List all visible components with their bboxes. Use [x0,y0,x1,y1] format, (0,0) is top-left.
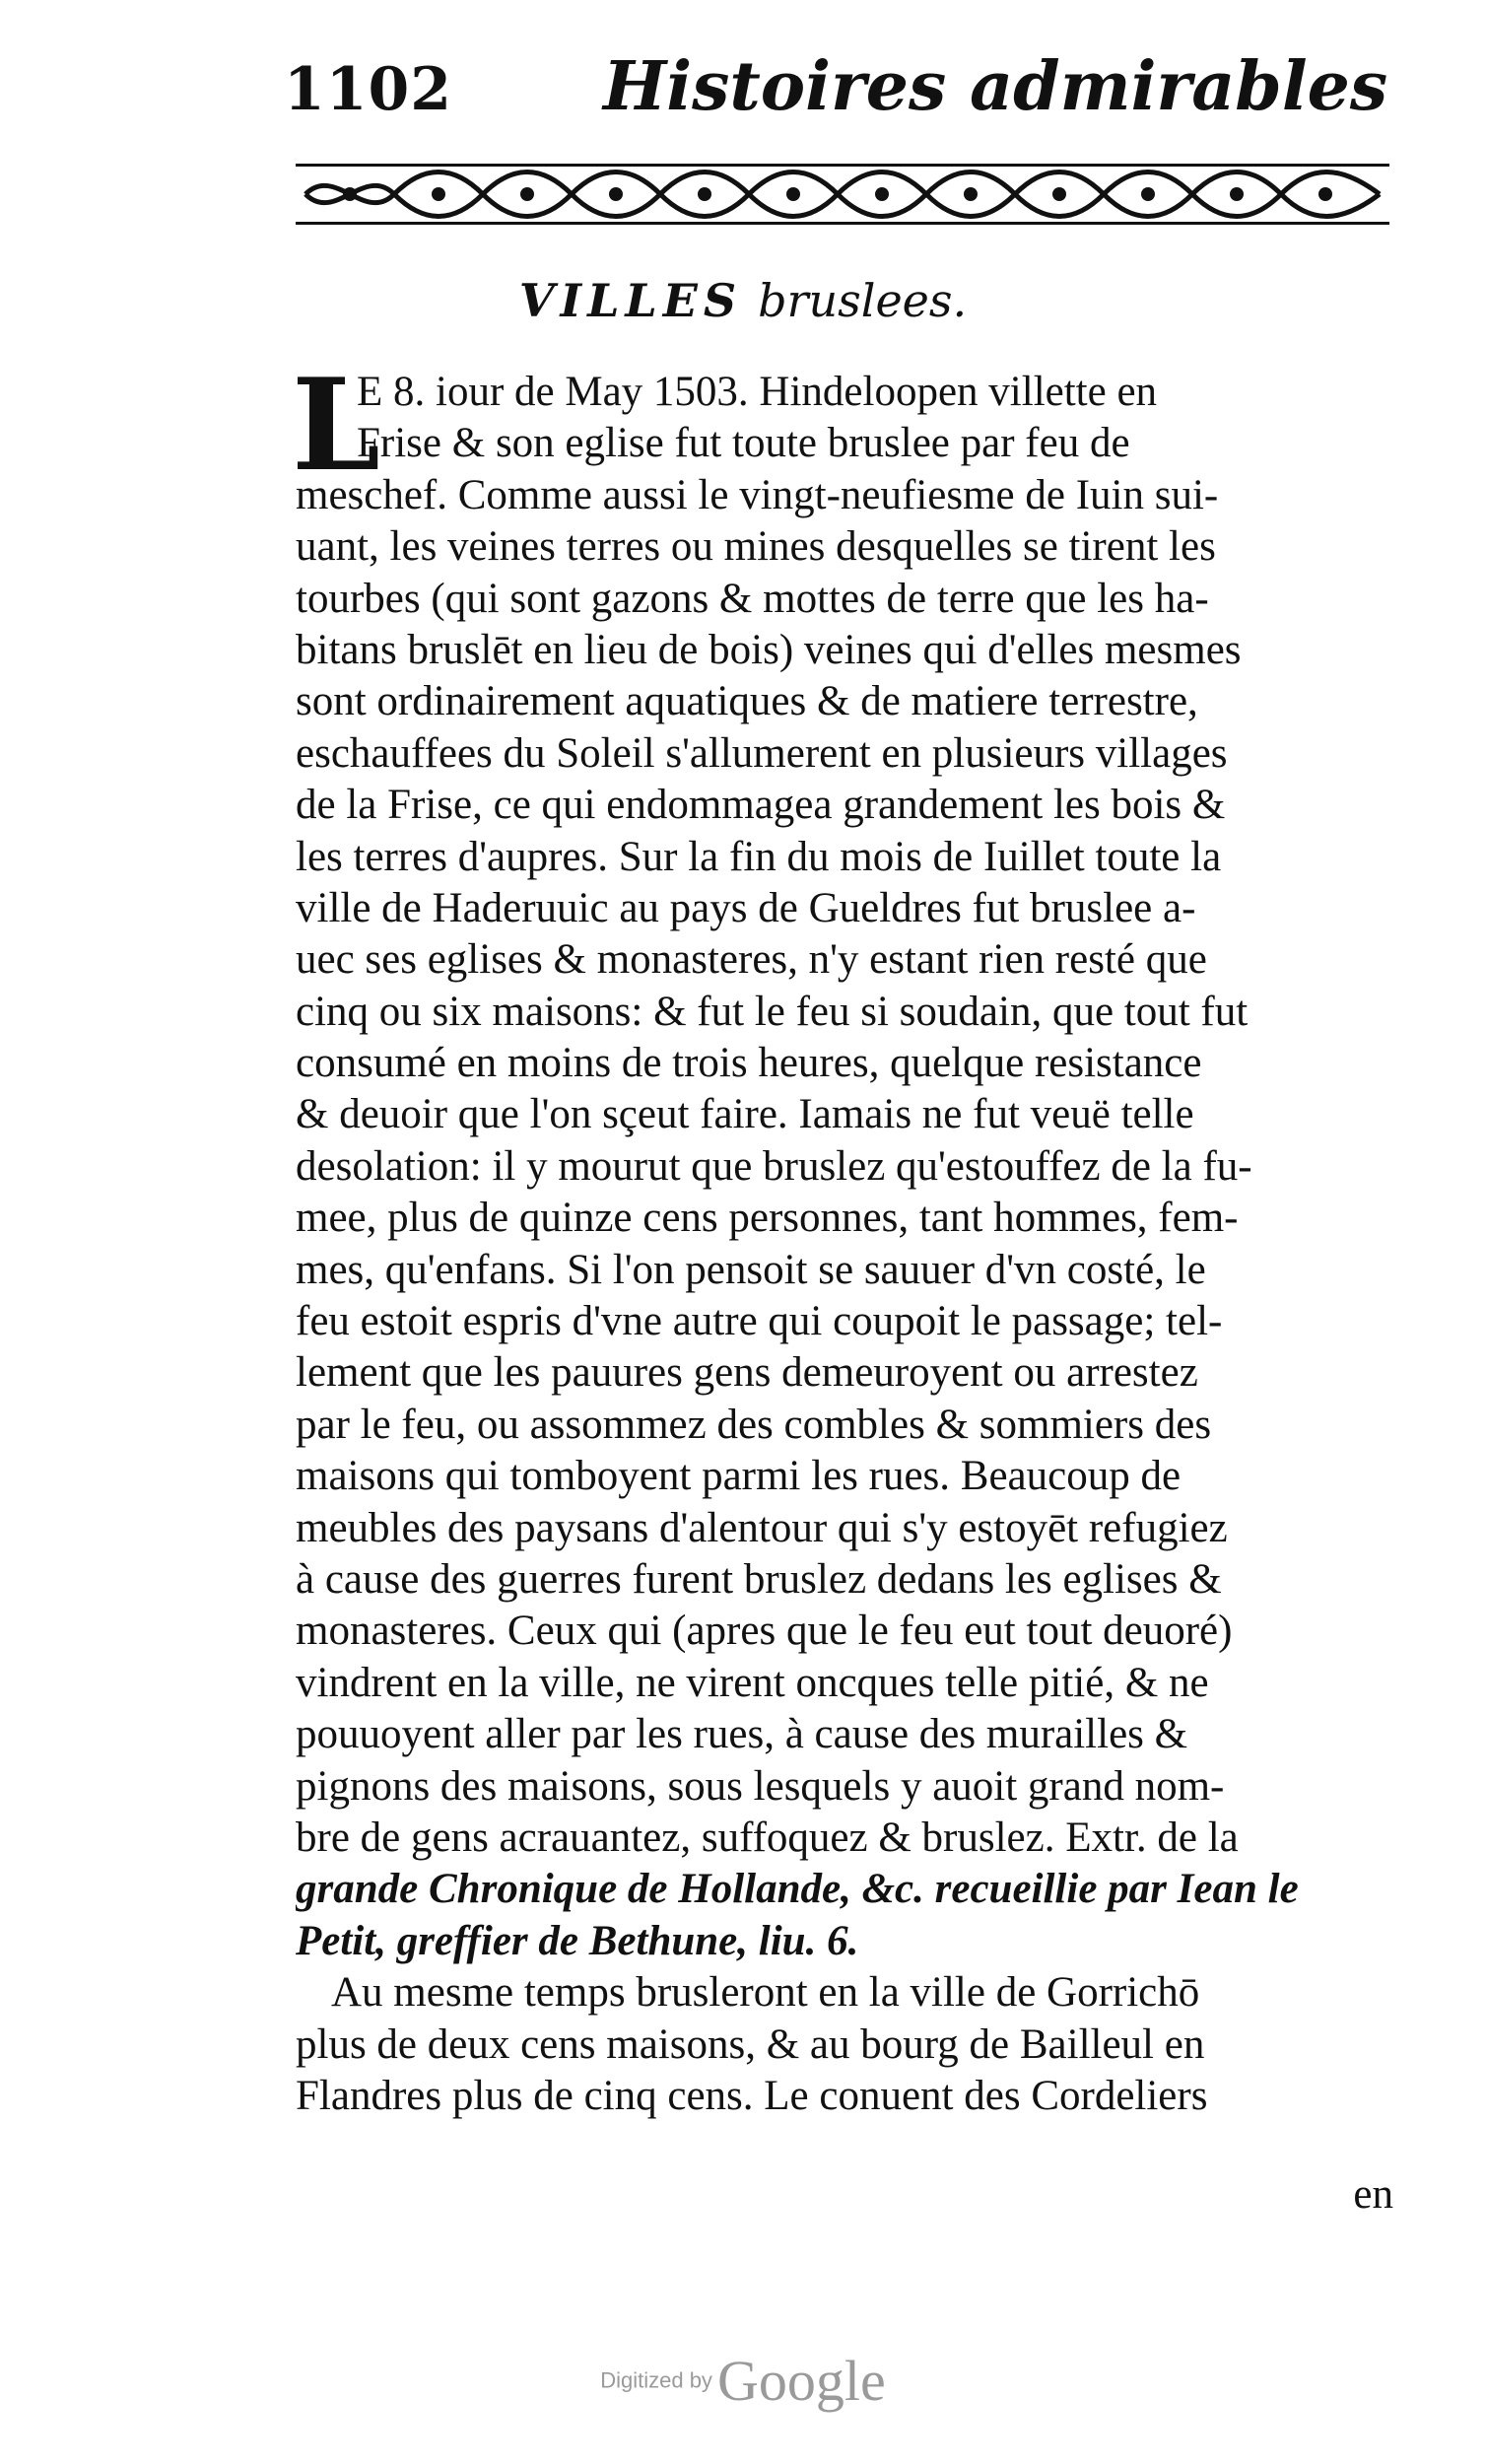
text-line: & deuoir que l'on sçeut faire. Iamais ne fut veuë telle [296,1091,1194,1138]
text-line: meschef. Comme aussi le vingt-neufiesme de Iuin sui- [296,471,1219,518]
ornamental-band-icon [296,160,1389,229]
text-line: Frise & son eglise fut toute bruslee par feu de [357,420,1130,467]
page-number: 1102 [284,55,452,124]
catchword: en [1353,2171,1393,2218]
text-line: cinq ou six maisons: & fut le feu si soudain, que tout fut [296,988,1249,1035]
text-line: meubles des paysans d'alentour qui s'y estoyēt refugiez [296,1504,1228,1551]
section-title-caps: VILLES [518,274,743,327]
digitization-watermark [0,2348,1486,2414]
text-line: de la Frise, ce qui endommagea grandement les bois & [296,782,1226,829]
text-line: Flandres plus de cinq cens. Le conuent des Cordeliers [296,2072,1208,2119]
text-line: plus de deux cens maisons, & au bourg de Bailleul en [296,2020,1205,2068]
citation-line: grande Chronique de Hollande, &c. recueillie par Iean le [296,1866,1299,1913]
watermark-brand: Google [717,2349,886,2413]
text-line: sont ordinairement aquatiques & de matiere terrestre, [296,678,1198,725]
text-line: mee, plus de quinze cens personnes, tant hommes, fem- [296,1195,1239,1242]
text-line: Au mesme temps brusleront en la ville de Gorrichō [331,1969,1200,2017]
text-line: tourbes (qui sont gazons & mottes de terre que les ha- [296,575,1209,622]
text-line: pignons des maisons, sous lesquels y auoit grand nom- [296,1762,1225,1810]
text-line: bre de gens acrauantez, suffoquez & bruslez. Extr. de la [296,1814,1239,1861]
section-title-rest: bruslees. [758,274,968,327]
text-line: par le feu, ou assommez des combles & sommiers des [296,1401,1212,1448]
text-line: maisons qui tomboyent parmi les rues. Beaucoup de [296,1453,1182,1500]
section-title [0,274,1486,327]
text-line: ville de Haderuuic au pays de Gueldres fut bruslee a- [296,884,1196,931]
text-line: eschauffees du Soleil s'allumerent en plusieurs villages [296,729,1228,777]
text-line: consumé en moins de trois heures, quelque resistance [296,1040,1202,1087]
text-line: bitans bruslēt en lieu de bois) veines qui d'elles mesmes [296,626,1242,673]
body-text [296,367,1389,2122]
text-line: vindrent en la ville, ne virent oncques telle pitié, & ne [296,1659,1209,1706]
drop-cap: L [292,352,380,500]
text-line: E 8. iour de May 1503. Hindeloopen villette en [357,369,1158,415]
text-line: lement que les pauures gens demeuroyent ou arrestez [296,1349,1198,1397]
running-title: Histoires admirables [603,47,1388,126]
citation-line: Petit, greffier de Bethune, liu. 6. [296,1917,859,1964]
text-line: mes, qu'enfans. Si l'on pensoit se sauuer d'vn costé, le [296,1246,1206,1293]
text-line: uant, les veines terres ou mines desquelles se tirent les [296,523,1216,571]
watermark-prefix: Digitized by [600,2367,712,2393]
text-line: à cause des guerres furent bruslez dedans les eglises & [296,1555,1222,1603]
text-line: monasteres. Ceux qui (apres que le feu eut tout deuoré) [296,1608,1233,1655]
text-line: les terres d'aupres. Sur la fin du mois de Iuillet toute la [296,833,1222,880]
text-line: uec ses eglises & monasteres, n'y estant rien resté que [296,936,1207,984]
text-line: pouuoyent aller par les rues, à cause des murailles & [296,1711,1188,1758]
page-header [0,35,1486,134]
text-line: feu estoit espris d'vne autre qui coupoit le passage; tel- [296,1298,1223,1345]
text-line: desolation: il y mourut que bruslez qu'estouffez de la fu- [296,1142,1252,1190]
